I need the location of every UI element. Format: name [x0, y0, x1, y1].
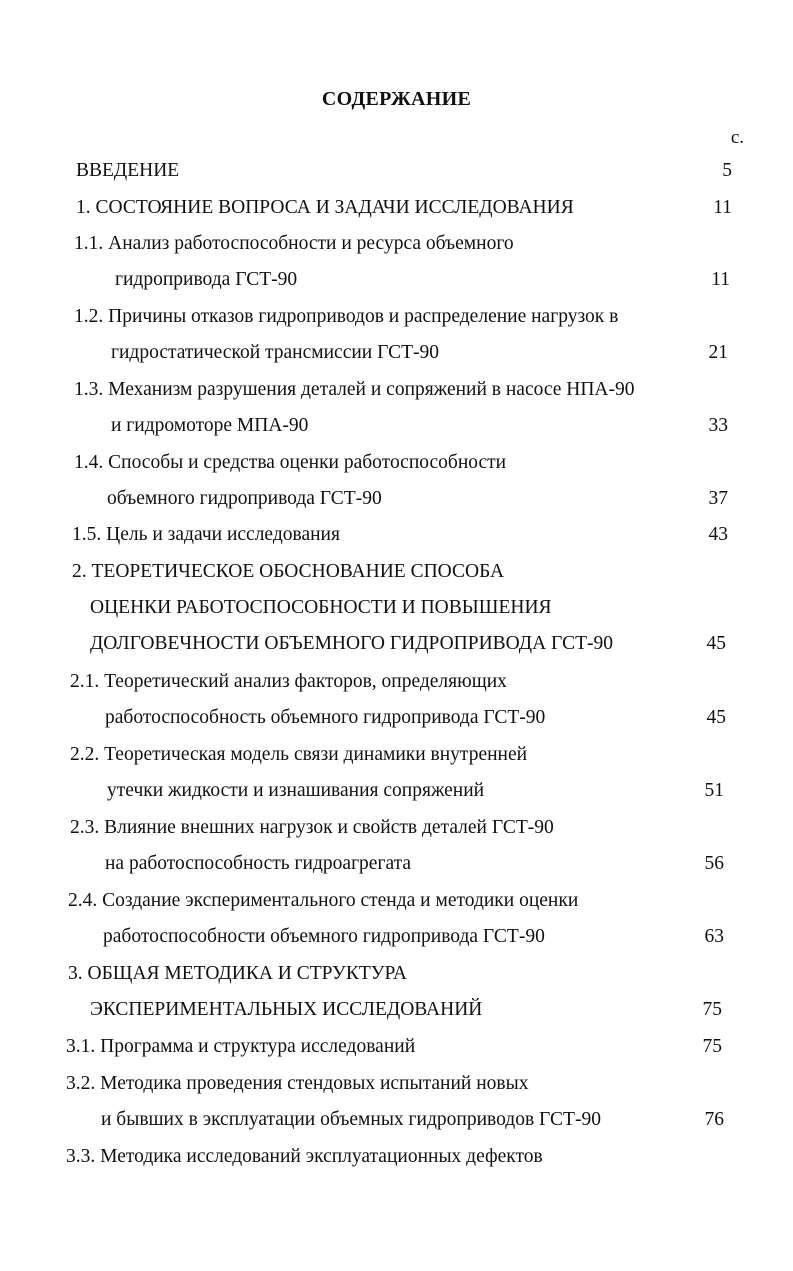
toc-entry-2-4-line-2: работоспособности объемного гидропривода ГСТ-90 — [103, 926, 545, 947]
toc-entry-2-line-3: ДОЛГОВЕЧНОСТИ ОБЪЕМНОГО ГИДРОПРИВОДА ГСТ-90 — [90, 633, 613, 654]
toc-entry-2-1-line-2: работоспособность объемного гидропривода ГСТ-90 — [105, 707, 546, 728]
toc-entry-1-2-line-1: 1.2. Причины отказов гидроприводов и распределение нагрузок в — [74, 306, 619, 327]
toc-entry-2-1-page: 45 — [706, 707, 726, 728]
toc-entry-2-4-page: 63 — [704, 926, 724, 947]
toc-entry-1-4-line-1: 1.4. Способы и средства оценки работоспособности — [74, 452, 507, 473]
toc-entry-1-3-line-2: и гидромоторе МПА-90 — [111, 415, 309, 436]
toc-entry-1-1-line-1: 1.1. Анализ работоспособности и ресурса объемного — [74, 233, 514, 254]
toc-entry-1-4-page: 37 — [708, 488, 728, 509]
page-title: СОДЕРЖАНИЕ — [321, 88, 472, 110]
toc-entry-3-1-page: 75 — [702, 1036, 722, 1057]
toc-entry-1-3-page: 33 — [708, 415, 728, 436]
toc-entry-2-line-2: ОЦЕНКИ РАБОТОСПОСОБНОСТИ И ПОВЫШЕНИЯ — [90, 597, 552, 618]
toc-entry-1-1-page: 11 — [711, 269, 730, 290]
toc-entry-2-3-line-1: 2.3. Влияние внешних нагрузок и свойств деталей ГСТ-90 — [70, 817, 554, 838]
toc-entry-2-page: 45 — [706, 633, 726, 654]
toc-entry-1-3-line-1: 1.3. Механизм разрушения деталей и сопряжений в насосе НПА-90 — [74, 379, 635, 400]
toc-entry-3-2-line-1: 3.2. Методика проведения стендовых испытаний новых — [66, 1073, 529, 1094]
toc-entry-2-2-line-1: 2.2. Теоретическая модель связи динамики внутренней — [70, 744, 528, 765]
toc-entry-2-1-line-1: 2.1. Теоретический анализ факторов, определяющих — [70, 671, 507, 692]
toc-entry-1-line-1: 1. СОСТОЯНИЕ ВОПРОСА И ЗАДАЧИ ИССЛЕДОВАНИЯ — [76, 197, 574, 218]
toc-entry-1-5-page: 43 — [708, 524, 728, 545]
toc-entry-2-3-page: 56 — [704, 853, 724, 874]
toc-entry-2-2-line-2: утечки жидкости и изнашивания сопряжений — [107, 780, 485, 801]
toc-entry-3-3-line-1: 3.3. Методика исследований эксплуатационных дефектов — [66, 1146, 543, 1167]
toc-entry-1-2-line-2: гидростатической трансмиссии ГСТ-90 — [111, 342, 440, 363]
toc-entry-1-2-page: 21 — [708, 342, 728, 363]
toc-entry-3-1-line-1: 3.1. Программа и структура исследований — [66, 1036, 416, 1057]
toc-entry-1-page: 11 — [713, 197, 732, 218]
toc-entry-3-line-1: 3. ОБЩАЯ МЕТОДИКА И СТРУКТУРА — [68, 963, 407, 984]
toc-entry-intro-line-1: ВВЕДЕНИЕ — [76, 160, 180, 181]
toc-entry-3-2-page: 76 — [704, 1109, 724, 1130]
toc-entry-2-4-line-1: 2.4. Создание экспериментального стенда и методики оценки — [68, 890, 579, 911]
toc-entry-1-4-line-2: объемного гидропривода ГСТ-90 — [107, 488, 382, 509]
toc-entry-2-2-page: 51 — [704, 780, 724, 801]
toc-entry-3-line-2: ЭКСПЕРИМЕНТАЛЬНЫХ ИССЛЕДОВАНИЙ — [90, 999, 483, 1020]
toc-entry-1-5-line-1: 1.5. Цель и задачи исследования — [72, 524, 340, 545]
toc-entry-1-1-line-2: гидропривода ГСТ-90 — [115, 269, 298, 290]
toc-entry-2-3-line-2: на работоспособность гидроагрегата — [105, 853, 412, 874]
toc-entry-3-page: 75 — [702, 999, 722, 1020]
toc-entry-2-line-1: 2. ТЕОРЕТИЧЕСКОЕ ОБОСНОВАНИЕ СПОСОБА — [72, 561, 505, 582]
toc-entry-intro-page: 5 — [722, 160, 732, 181]
toc-entry-3-2-line-2: и бывших в эксплуатации объемных гидроприводов ГСТ-90 — [101, 1109, 601, 1130]
page-column-label: с. — [730, 127, 744, 148]
